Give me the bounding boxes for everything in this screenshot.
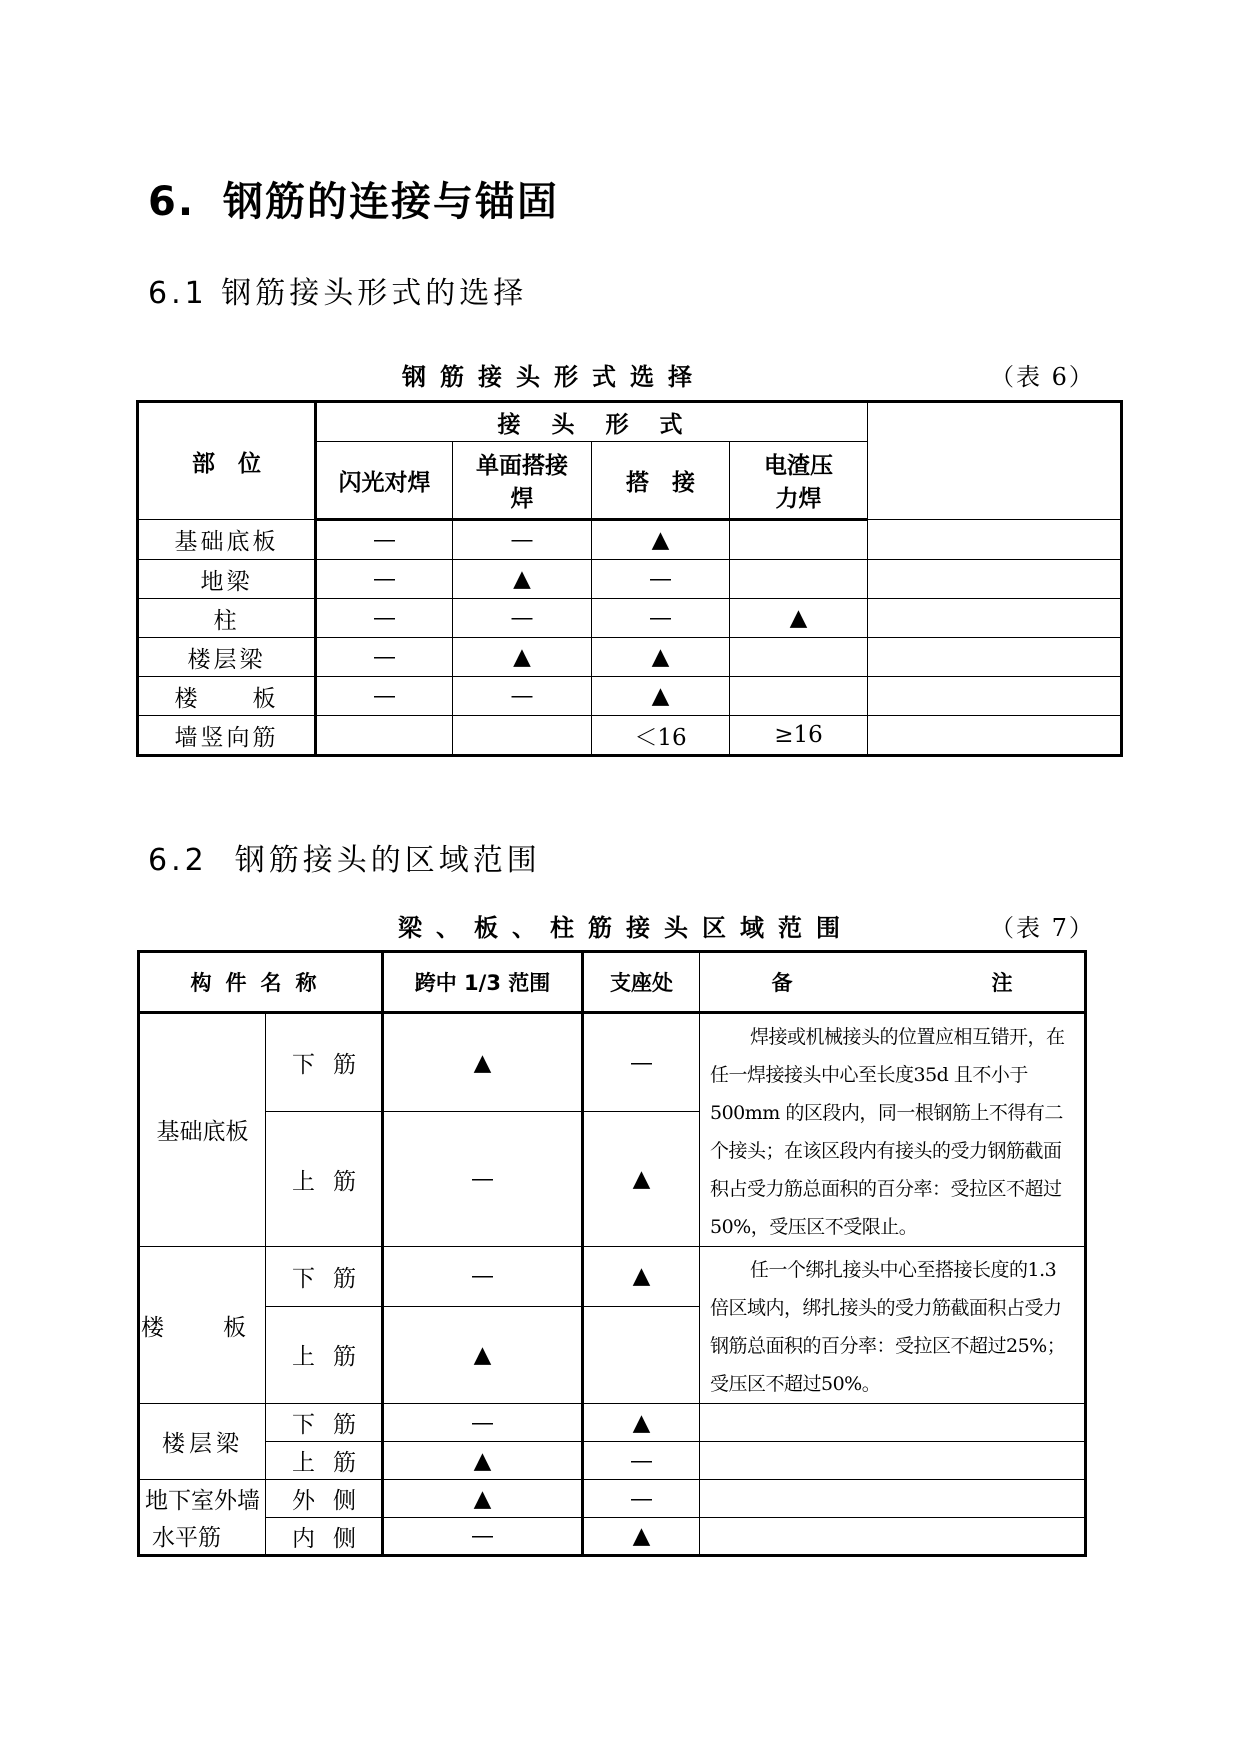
cell-support: ▲ bbox=[583, 1247, 700, 1307]
subsection-title-text: 钢筋接头的区域范围 bbox=[234, 843, 541, 878]
table6-caption: 钢筋接头形式选择 bbox=[402, 363, 706, 391]
row-label: 墙竖向筋 bbox=[138, 716, 316, 756]
table-row bbox=[138, 599, 1122, 638]
cell: ▲ bbox=[592, 677, 730, 716]
table-row bbox=[138, 716, 1122, 756]
cell bbox=[316, 716, 453, 756]
header-support: 支座处 bbox=[583, 952, 700, 1013]
part-label: 上筋 bbox=[266, 1306, 383, 1403]
cell: — bbox=[316, 560, 453, 599]
group-label: 基础底板 bbox=[139, 1013, 266, 1247]
group-label-line2: 水平筋 bbox=[139, 1518, 266, 1556]
part-label: 下筋 bbox=[266, 1247, 383, 1307]
cell-support: ▲ bbox=[583, 1112, 700, 1247]
cell-mid: ▲ bbox=[383, 1480, 583, 1518]
cell: — bbox=[316, 520, 453, 560]
row-label: 基础底板 bbox=[138, 520, 316, 560]
cell-support: ▲ bbox=[583, 1518, 700, 1556]
table6-number: （表 6） bbox=[990, 363, 1095, 391]
cell: — bbox=[316, 677, 453, 716]
cell-mid: ▲ bbox=[383, 1306, 583, 1403]
cell: — bbox=[316, 638, 453, 677]
note-text: 任一个绑扎接头中心至搭接长度的1.3 倍区域内，绑扎接头的受力筋截面积占受力钢筋总面积的百分率：受拉区不超过25%；受压区不超过50%。 bbox=[710, 1259, 1066, 1395]
cell bbox=[730, 560, 868, 599]
cell-support: — bbox=[583, 1442, 700, 1480]
cell-mid: — bbox=[383, 1112, 583, 1247]
note-cell bbox=[700, 1480, 1086, 1518]
header-remarks-a: 备 bbox=[771, 971, 793, 995]
cell: ▲ bbox=[592, 520, 730, 560]
subsection-number: 6.2 bbox=[148, 843, 208, 878]
subsection-title-6-2 bbox=[148, 835, 541, 879]
cell bbox=[453, 716, 592, 756]
row-label: 柱 bbox=[138, 599, 316, 638]
table-row bbox=[138, 638, 1122, 677]
cell bbox=[868, 599, 1122, 638]
cell-support: — bbox=[583, 1480, 700, 1518]
table-row bbox=[139, 1013, 1086, 1112]
cell bbox=[730, 520, 868, 560]
cell-support bbox=[583, 1306, 700, 1403]
cell: — bbox=[592, 560, 730, 599]
table-row bbox=[138, 560, 1122, 599]
cell bbox=[868, 716, 1122, 756]
row-label: 地梁 bbox=[138, 560, 316, 599]
part-label: 外侧 bbox=[266, 1480, 383, 1518]
subsection-number: 6.1 bbox=[148, 276, 208, 311]
cell bbox=[868, 677, 1122, 716]
section-title bbox=[148, 170, 559, 227]
cell: ▲ bbox=[592, 638, 730, 677]
note-cell bbox=[700, 1442, 1086, 1480]
table7-number: （表 7） bbox=[990, 914, 1095, 942]
note-cell bbox=[700, 1518, 1086, 1556]
header-remarks bbox=[700, 952, 1086, 1013]
header-flash-butt: 闪光对焊 bbox=[316, 442, 453, 520]
cell bbox=[868, 638, 1122, 677]
row-label: 楼层梁 bbox=[138, 638, 316, 677]
header-joint-type: 接 头 形 式 bbox=[316, 402, 868, 442]
cell bbox=[730, 677, 868, 716]
cell-mid: ▲ bbox=[383, 1013, 583, 1112]
part-label: 上筋 bbox=[266, 1112, 383, 1247]
section-title-text: 钢筋的连接与锚固 bbox=[223, 179, 560, 225]
section-number: 6. bbox=[148, 179, 196, 225]
table-row bbox=[138, 677, 1122, 716]
subsection-title-text: 钢筋接头形式的选择 bbox=[221, 276, 528, 311]
part-label: 下筋 bbox=[266, 1013, 383, 1112]
cell-support: — bbox=[583, 1013, 700, 1112]
cell: ≥16 bbox=[730, 716, 868, 756]
table-row bbox=[139, 1404, 1086, 1442]
note-cell bbox=[700, 1404, 1086, 1442]
header-lap: 搭 接 bbox=[592, 442, 730, 520]
cell: ▲ bbox=[730, 599, 868, 638]
cell: — bbox=[453, 599, 592, 638]
table-row bbox=[139, 1480, 1086, 1518]
cell: — bbox=[453, 520, 592, 560]
cell: ＜16 bbox=[592, 716, 730, 756]
cell-mid: — bbox=[383, 1247, 583, 1307]
note-slab bbox=[700, 1247, 1086, 1404]
table-row bbox=[139, 1442, 1086, 1480]
cell: ▲ bbox=[453, 638, 592, 677]
cell bbox=[868, 560, 1122, 599]
table-row bbox=[139, 1247, 1086, 1307]
cell: — bbox=[453, 677, 592, 716]
group-label-line1: 地下室外墙 bbox=[139, 1480, 266, 1518]
part-label: 下筋 bbox=[266, 1404, 383, 1442]
table-joint-zone bbox=[137, 950, 1087, 1557]
cell: — bbox=[316, 599, 453, 638]
cell-mid: ▲ bbox=[383, 1442, 583, 1480]
header-member: 构件名称 bbox=[139, 952, 383, 1013]
group-label: 楼层梁 bbox=[139, 1404, 266, 1480]
table-row bbox=[138, 520, 1122, 560]
header-mid-span: 跨中 1/3 范围 bbox=[383, 952, 583, 1013]
cell-mid: — bbox=[383, 1518, 583, 1556]
header-blank bbox=[868, 402, 1122, 520]
header-electroslag: 电渣压力焊 bbox=[730, 442, 868, 520]
table-row bbox=[139, 1518, 1086, 1556]
header-single-lap-weld: 单面搭接焊 bbox=[453, 442, 592, 520]
header-remarks-b: 注 bbox=[991, 971, 1013, 995]
note-foundation bbox=[700, 1013, 1086, 1247]
cell bbox=[868, 520, 1122, 560]
cell: ▲ bbox=[453, 560, 592, 599]
table-joint-type bbox=[136, 400, 1123, 757]
cell: — bbox=[592, 599, 730, 638]
subsection-title-6-1 bbox=[148, 268, 527, 312]
cell-mid: — bbox=[383, 1404, 583, 1442]
header-position: 部 位 bbox=[138, 402, 316, 520]
table7-caption: 梁、板、柱筋接头区域范围 bbox=[398, 914, 854, 942]
cell-support: ▲ bbox=[583, 1404, 700, 1442]
group-label: 楼 板 bbox=[139, 1247, 266, 1404]
row-label: 楼 板 bbox=[138, 677, 316, 716]
part-label: 上筋 bbox=[266, 1442, 383, 1480]
part-label: 内侧 bbox=[266, 1518, 383, 1556]
note-text: 焊接或机械接头的位置应相互错开，在任一焊接接头中心至长度35d 且不小于 500mm 的区段内，同一根钢筋上不得有二个接头；在该区段内有接头的受力钢筋截面积占受力筋总面积的百分率：受拉区不超过50%，受压区不受限止。 bbox=[710, 1026, 1065, 1238]
cell bbox=[730, 638, 868, 677]
